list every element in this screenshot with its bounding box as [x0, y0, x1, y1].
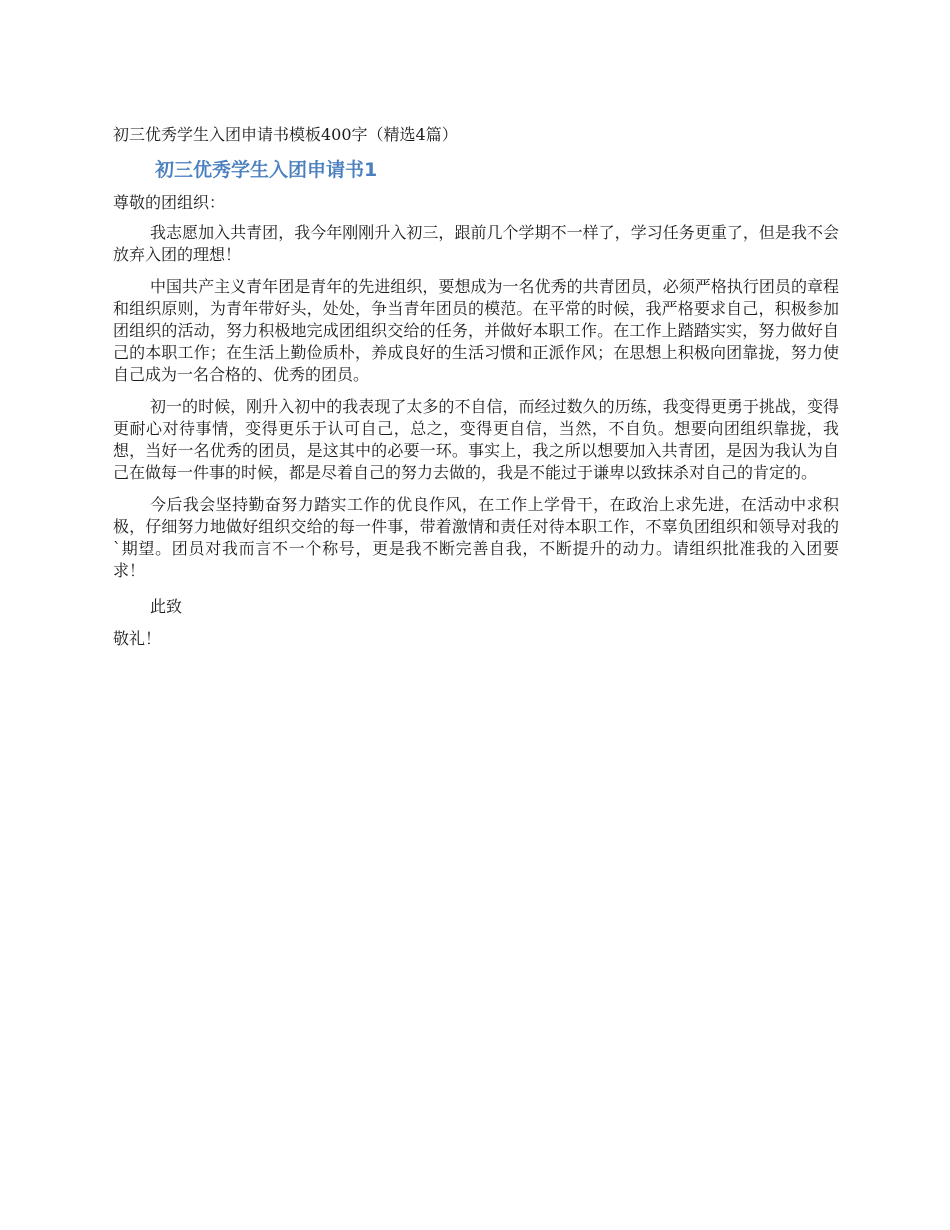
body-paragraph-1: 我志愿加入共青团，我今年刚刚升入初三，跟前几个学期不一样了，学习任务更重了，但是我不会放弃入团的理想！: [113, 223, 839, 264]
document-page: [113, 122, 839, 650]
body-paragraph-4: 今后我会坚持勤奋努力踏实工作的优良作风，在工作上学骨干，在政治上求先进，在活动中求积极，仔细努力地做好组织交给的每一件事，带着激情和责任对待本职工作，不辜负团组织和领导对我的`期望。团员对我而言不一个称号，更是我不断完善自我，不断提升的动力。请组织批准我的入团要求！: [113, 495, 839, 580]
salutation: 尊敬的团组织：: [113, 193, 226, 212]
body-paragraph-3: 初一的时候，刚升入初中的我表现了太多的不自信，而经过数久的历练，我变得更勇于挑战，变得更耐心对待事情，变得更乐于认可自己，总之，变得更自信，当然，不自负。想要向团组织靠拢，我想，当好一名优秀的团员，是这其中的必要一环。事实上，我之所以想要加入共青团，是因为我认为自己在做每一件事的时候，都是尽着自己的努力去做的，我是不能过于谦卑以致抹杀对自己的肯定的。: [113, 397, 839, 482]
closing: 此致: [150, 597, 183, 616]
document-title: 初三优秀学生入团申请书模板400字（精选4篇）: [113, 125, 458, 144]
regards: 敬礼！: [113, 629, 162, 648]
section-heading: 初三优秀学生入团申请书1: [155, 159, 378, 181]
body-paragraph-2: 中国共产主义青年团是青年的先进组织，要想成为一名优秀的共青团员，必须严格执行团员的章程和组织原则，为青年带好头，处处，争当青年团员的模范。在平常的时候，我严格要求自己，积极参加团组织的活动，努力积极地完成团组织交给的任务，并做好本职工作。在工作上踏踏实实，努力做好自己的本职工作；在生活上勤俭质朴，养成良好的生活习惯和正派作风；在思想上积极向团靠拢，努力使自己成为一名合格的、优秀的团员。: [113, 277, 839, 384]
